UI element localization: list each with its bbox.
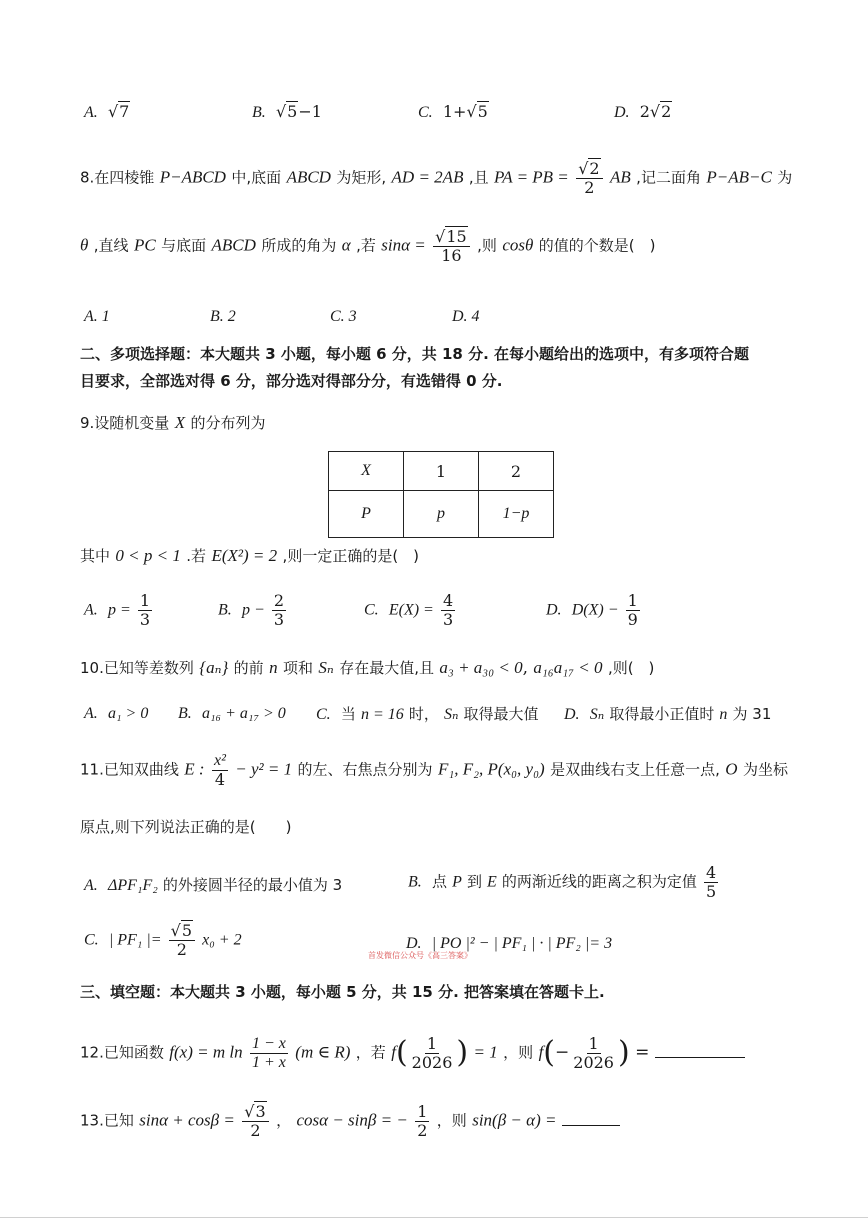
q11-stem-line1: 11.已知双曲线 E : $\frac{\text{x²}}{4}$ − y² = 1 的左、右焦点分别为 F₁, F₂, P(x₀, y₀) 是双曲线右支上任意一点, O 为坐标: [80, 752, 788, 789]
sqrt-symbol: √2: [649, 102, 672, 121]
fraction: $\frac{√2}{2}$: [576, 160, 602, 196]
q8-option-c: C. 3: [330, 308, 357, 325]
q8-option-b: B. 2: [210, 308, 236, 325]
sqrt-symbol: √7: [107, 102, 130, 121]
table-cell: p: [404, 491, 479, 538]
q8-option-d: D. 4: [452, 308, 480, 325]
q10-option-b: B. a₁₆ + a₁₇ > 0: [178, 705, 286, 722]
section3-heading: 三、填空题：本大题共 3 小题，每小题 5 分，共 15 分. 把答案填在答题卡上.: [80, 983, 605, 1001]
answer-blank[interactable]: [655, 1057, 745, 1058]
q12-stem: 12.已知函数 f(x) = m ln $\frac{1 - x}{1 + x}$ (m ∈ R) ，若 f( $\frac{1}{2026}$ ) = 1 ，则 f(− $\frac{1}{2026}$ ) =: [80, 1035, 745, 1071]
section2-heading-line1: 二、多项选择题：本大题共 3 小题，每小题 6 分，共 18 分. 在每小题给出的选项中，有多项符合题: [80, 345, 750, 363]
q8-stem-line1: 8.在四棱锥 P−ABCD 中,底面 ABCD 为矩形, AD = 2AB ,且 PA = PB = $\frac{√2}{2}$ AB ,记二面角 P−AB−C 为: [80, 159, 793, 197]
q9-option-b: B. p − $\frac{2}{3}$: [218, 591, 285, 629]
table-row: [329, 491, 554, 538]
table-cell: 2: [479, 452, 554, 491]
fraction: $\frac{\text{x²}}{4}$: [213, 752, 226, 789]
q7-option-a: A. √7: [84, 102, 130, 121]
answer-blank[interactable]: [562, 1125, 620, 1126]
distribution-table: [328, 451, 554, 538]
q7-option-b: B. √5−1: [252, 102, 322, 121]
sqrt-symbol: √5: [275, 102, 298, 121]
q9-option-d: D. D(X) − $\frac{1}{9}$: [546, 591, 638, 629]
fraction: $\frac{1 - x}{1 + x}$: [251, 1035, 286, 1071]
table-cell: P: [329, 491, 404, 538]
q11-option-c: C. | PF₁ |= $\frac{√5}{2}$ x₀ + 2: [84, 921, 242, 959]
section2-heading-line2: 目要求，全部选对得 6 分，部分选对得部分分，有选错得 0 分.: [80, 372, 503, 390]
fraction: $\frac{1}{2026}$: [411, 1034, 453, 1072]
table-cell: 1: [404, 452, 479, 491]
q8-option-a: A. 1: [84, 308, 110, 325]
watermark-text: 首发微信公众号《高三答案》: [368, 951, 472, 960]
q11-option-b: B. 点 P 到 E 的两渐近线的距离之积为定值 $\frac{4}{5}$: [408, 863, 717, 901]
q9-option-a: A. p = $\frac{1}{3}$: [84, 591, 151, 629]
q10-option-a: A. a₁ > 0: [84, 705, 149, 722]
q13-stem: 13.已知 sinα + cosβ = $\frac{√3}{2}$ ， cosα − sinβ = − $\frac{1}{2}$ ，则 sin(β − α) =: [80, 1103, 620, 1139]
fraction: $\frac{1}{3}$: [139, 591, 151, 629]
q7-option-c: C. 1+√5: [418, 102, 488, 121]
table-cell: 1−p: [479, 491, 554, 538]
fraction: $\frac{4}{5}$: [706, 863, 717, 901]
page-bottom-divider: [0, 1217, 868, 1218]
q11-stem-line2: 原点,则下列说法正确的是( ): [80, 818, 292, 836]
fraction: $\frac{4}{3}$: [442, 591, 454, 629]
q11-option-a: A. ΔPF₁F₂ 的外接圆半径的最小值为 3: [84, 876, 343, 894]
fraction: $\frac{1}{2026}$: [573, 1034, 614, 1072]
q9-condition: 其中 0 < p < 1 .若 E(X²) = 2 ,则一定正确的是( ): [80, 546, 420, 565]
q7-option-d: D. 2√2: [614, 102, 672, 121]
fraction: $\frac{√5}{2}$: [169, 922, 195, 958]
q10-stem: 10.已知等差数列 {aₙ} 的前 n 项和 Sₙ 存在最大值,且 a₃ + a₃₀ < 0, a₁₆a₁₇ < 0 ,则( ): [80, 658, 655, 678]
q9-stem: 9.设随机变量 X 的分布列为: [80, 413, 266, 432]
q10-option-c: C. 当 n = 16 时， Sₙ 取得最大值: [316, 705, 539, 723]
sqrt-symbol: √5: [466, 102, 488, 121]
table-row: [329, 452, 554, 491]
table-cell: X: [329, 452, 404, 491]
fraction: $\frac{2}{3}$: [273, 591, 285, 629]
q8-stem-line2: θ ,直线 PC 与底面 ABCD 所成的角为 α ,若 sinα = $\frac{√15}{16}$ ,则 cosθ 的值的个数是( ): [80, 227, 656, 265]
fraction: $\frac{1}{2}$: [417, 1102, 428, 1140]
q11-option-d: D. | PO |² − | PF₁ | · | PF₂ |= 3: [406, 935, 613, 952]
q10-option-d: D. Sₙ 取得最小正值时 n 为 31: [564, 705, 772, 723]
fraction: $\frac{√15}{16}$: [433, 228, 470, 264]
q9-option-c: C. E(X) = $\frac{4}{3}$: [364, 591, 454, 629]
fraction: $\frac{1}{9}$: [627, 591, 638, 629]
fraction: $\frac{√3}{2}$: [242, 1103, 268, 1139]
